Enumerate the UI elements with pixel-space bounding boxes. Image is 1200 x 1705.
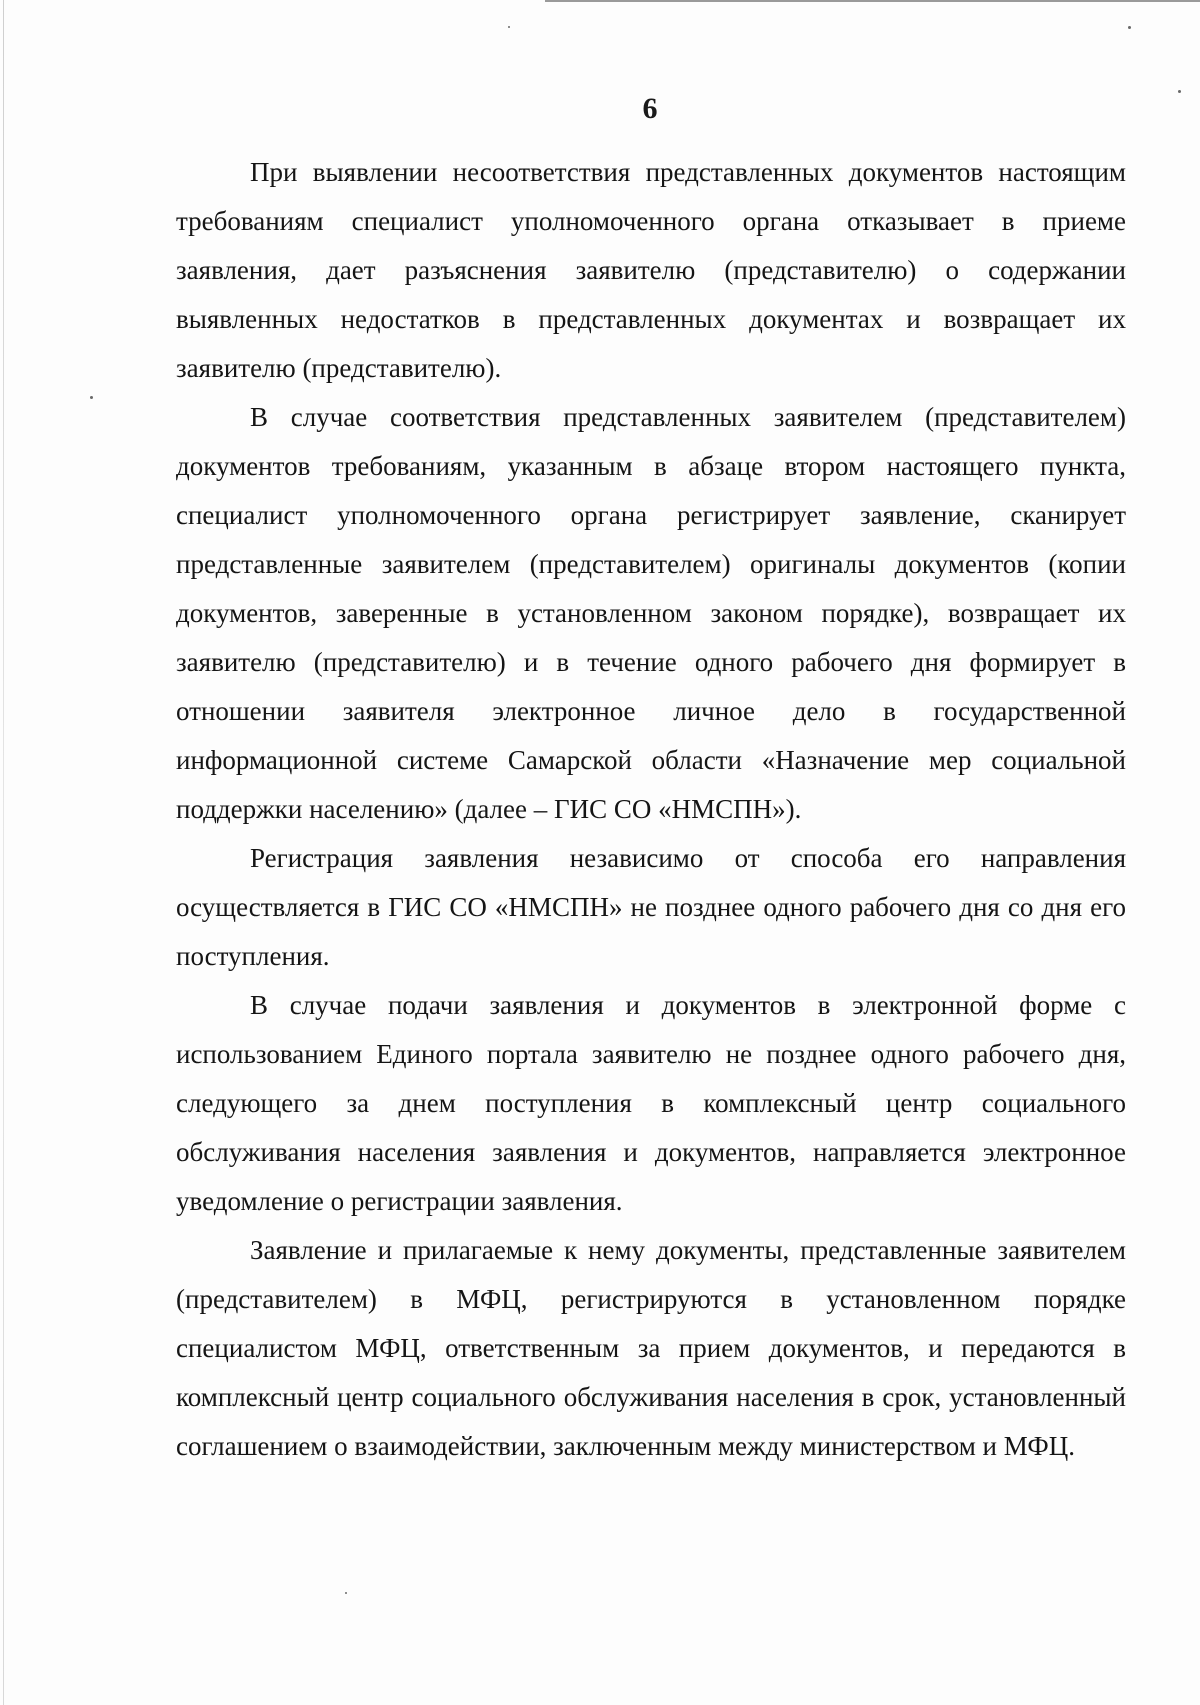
paragraph: Заявление и прилагаемые к нему документы, представленные заявителем (представителем) в МФЦ, регистрируются в установленном порядке специалистом МФЦ, ответственным за прием документов, и передаются в комплексный центр социального обслуживания населения в срок, установленный соглашением о взаимодействии, заключенным между министерством и МФЦ. <box>176 1235 1126 1461</box>
scan-speck <box>1128 26 1131 29</box>
scan-speck <box>345 1592 347 1594</box>
scan-speck <box>508 26 510 28</box>
paragraph: В случае соответствия представленных заявителем (представителем) документов требованиям, указанным в абзаце втором настоящего пункта, специалист уполномоченного органа регистрирует заявление, сканирует представленные заявителем (представителем) оригиналы документов (копии документов, заверенные в установленном законом порядке), возвращает их заявителю (представителю) и в течение одного рабочего дня формирует в отношении заявителя электронное личное дело в государственной информационной системе Самарской области «Назначение мер социальной поддержки населению» (далее – ГИС СО «НМСПН»). <box>176 402 1126 824</box>
document-body <box>176 148 1126 1471</box>
paragraph: В случае подачи заявления и документов в электронной форме с использованием Единого портала заявителю не позднее одного рабочего дня, следующего за днем поступления в комплексный центр социального обслуживания населения заявления и документов, направляется электронное уведомление о регистрации заявления. <box>176 990 1126 1216</box>
scan-left-edge <box>3 0 4 1705</box>
page-number: 6 <box>642 92 658 125</box>
scan-speck <box>90 396 93 399</box>
paragraph: При выявлении несоответствия представленных документов настоящим требованиям специалист уполномоченного органа отказывает в приеме заявления, дает разъяснения заявителю (представителю) о содержании выявленных недостатков в представленных документах и возвращает их заявителю (представителю). <box>176 157 1126 383</box>
scan-top-edge <box>545 0 1200 2</box>
paragraph: Регистрация заявления независимо от способа его направления осуществляется в ГИС СО «НМСПН» не позднее одного рабочего дня со дня его поступления. <box>176 843 1126 971</box>
